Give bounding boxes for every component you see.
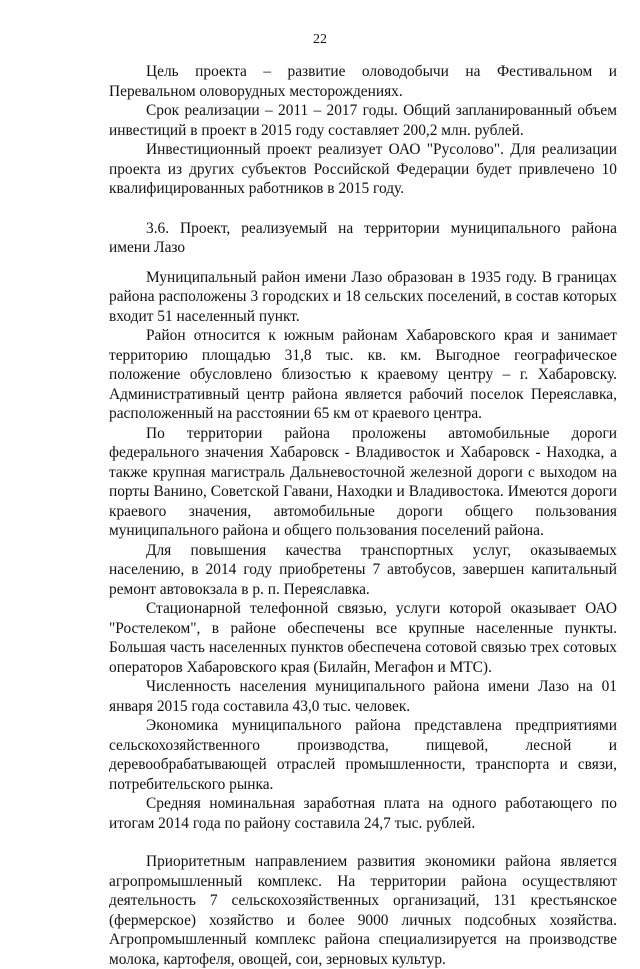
paragraph-population: Численность населения муниципального района имени Лазо на 01 января 2015 года составила 43,0 тыс. человек.: [109, 678, 617, 715]
paragraph-salary: Средняя номинальная заработная плата на одного работающего по итогам 2014 года по району составила 24,7 тыс. рублей.: [109, 795, 617, 832]
paragraph-project-goal: Цель проекта – развитие оловодобычи на Фестивальном и Перевальном оловорудных месторождениях.: [109, 63, 617, 100]
paragraph-communications: Стационарной телефонной связью, услуги которой оказывает ОАО "Ростелеком", в районе обеспечены все крупные населенные пункты. Большая часть населенных пунктов обеспечена сотовой связью трех сотовых операторов Хабаровского края (Билайн, Мегафон и МТС).: [109, 600, 617, 676]
paragraph-district-formation: Муниципальный район имени Лазо образован в 1935 году. В границах района расположены 3 городских и 18 сельских поселений, в состав которых входит 51 населенный пункт.: [109, 268, 617, 325]
paragraph-agro-complex: Приоритетным направлением развития экономики района является агропромышленный комплекс. На территории района осуществляют деятельность 7 сельскохозяйственных организаций, 131 крестьянское (фермерское) хозяйство и более 9000 личных подсобных хозяйства. Агропромышленный комплекс района специализируется на производстве молока, картофеля, овощей, сои, зерновых культур.: [109, 853, 617, 968]
paragraph-economy: Экономика муниципального района представлена предприятиями сельскохозяйственного производства, пищевой, лесной и деревообрабатывающей отраслей промышленности, транспорта и связи, потребительского рынка.: [109, 717, 617, 793]
paragraph-district-location: Район относится к южным районам Хабаровского края и занимает территорию площадью 31,8 тыс. кв. км. Выгодное географическое положение обусловлено близостью к краевому центру – г. Хабаровску. Административный центр района является рабочий поселок Переяславка, расположенный на расстоянии 65 км от краевого центра.: [109, 327, 617, 422]
paragraph-project-implementer: Инвестиционный проект реализует ОАО "Русолово". Для реализации проекта из других субъектов Российской Федерации будет привлечено 10 квалифицированных работников в 2015 году.: [109, 141, 617, 197]
paragraph-roads: По территории района проложены автомобильные дороги федерального значения Хабаровск - Владивосток и Хабаровск - Находка, а также крупная магистраль Дальневосточной железной дороги с выходом на порты Ванино, Советской Гавани, Находки и Владивостока. Имеются дороги краевого значения, автомобильные дороги общего пользования муниципального района и общего пользования поселений района.: [109, 424, 617, 539]
section-heading: 3.6. Проект, реализуемый на территории муниципального района имени Лазо: [109, 219, 617, 256]
document-body: [109, 62, 617, 969]
paragraph-transport: Для повышения качества транспортных услуг, оказываемых населению, в 2014 году приобретены 7 автобусов, завершен капитальный ремонт автовокзала в р. п. Переяславка.: [109, 541, 617, 598]
paragraph-project-term: Срок реализации – 2011 – 2017 годы. Общий запланированный объем инвестиций в проект в 2015 году составляет 200,2 млн. рублей.: [109, 102, 617, 139]
page-number: 22: [313, 32, 327, 47]
